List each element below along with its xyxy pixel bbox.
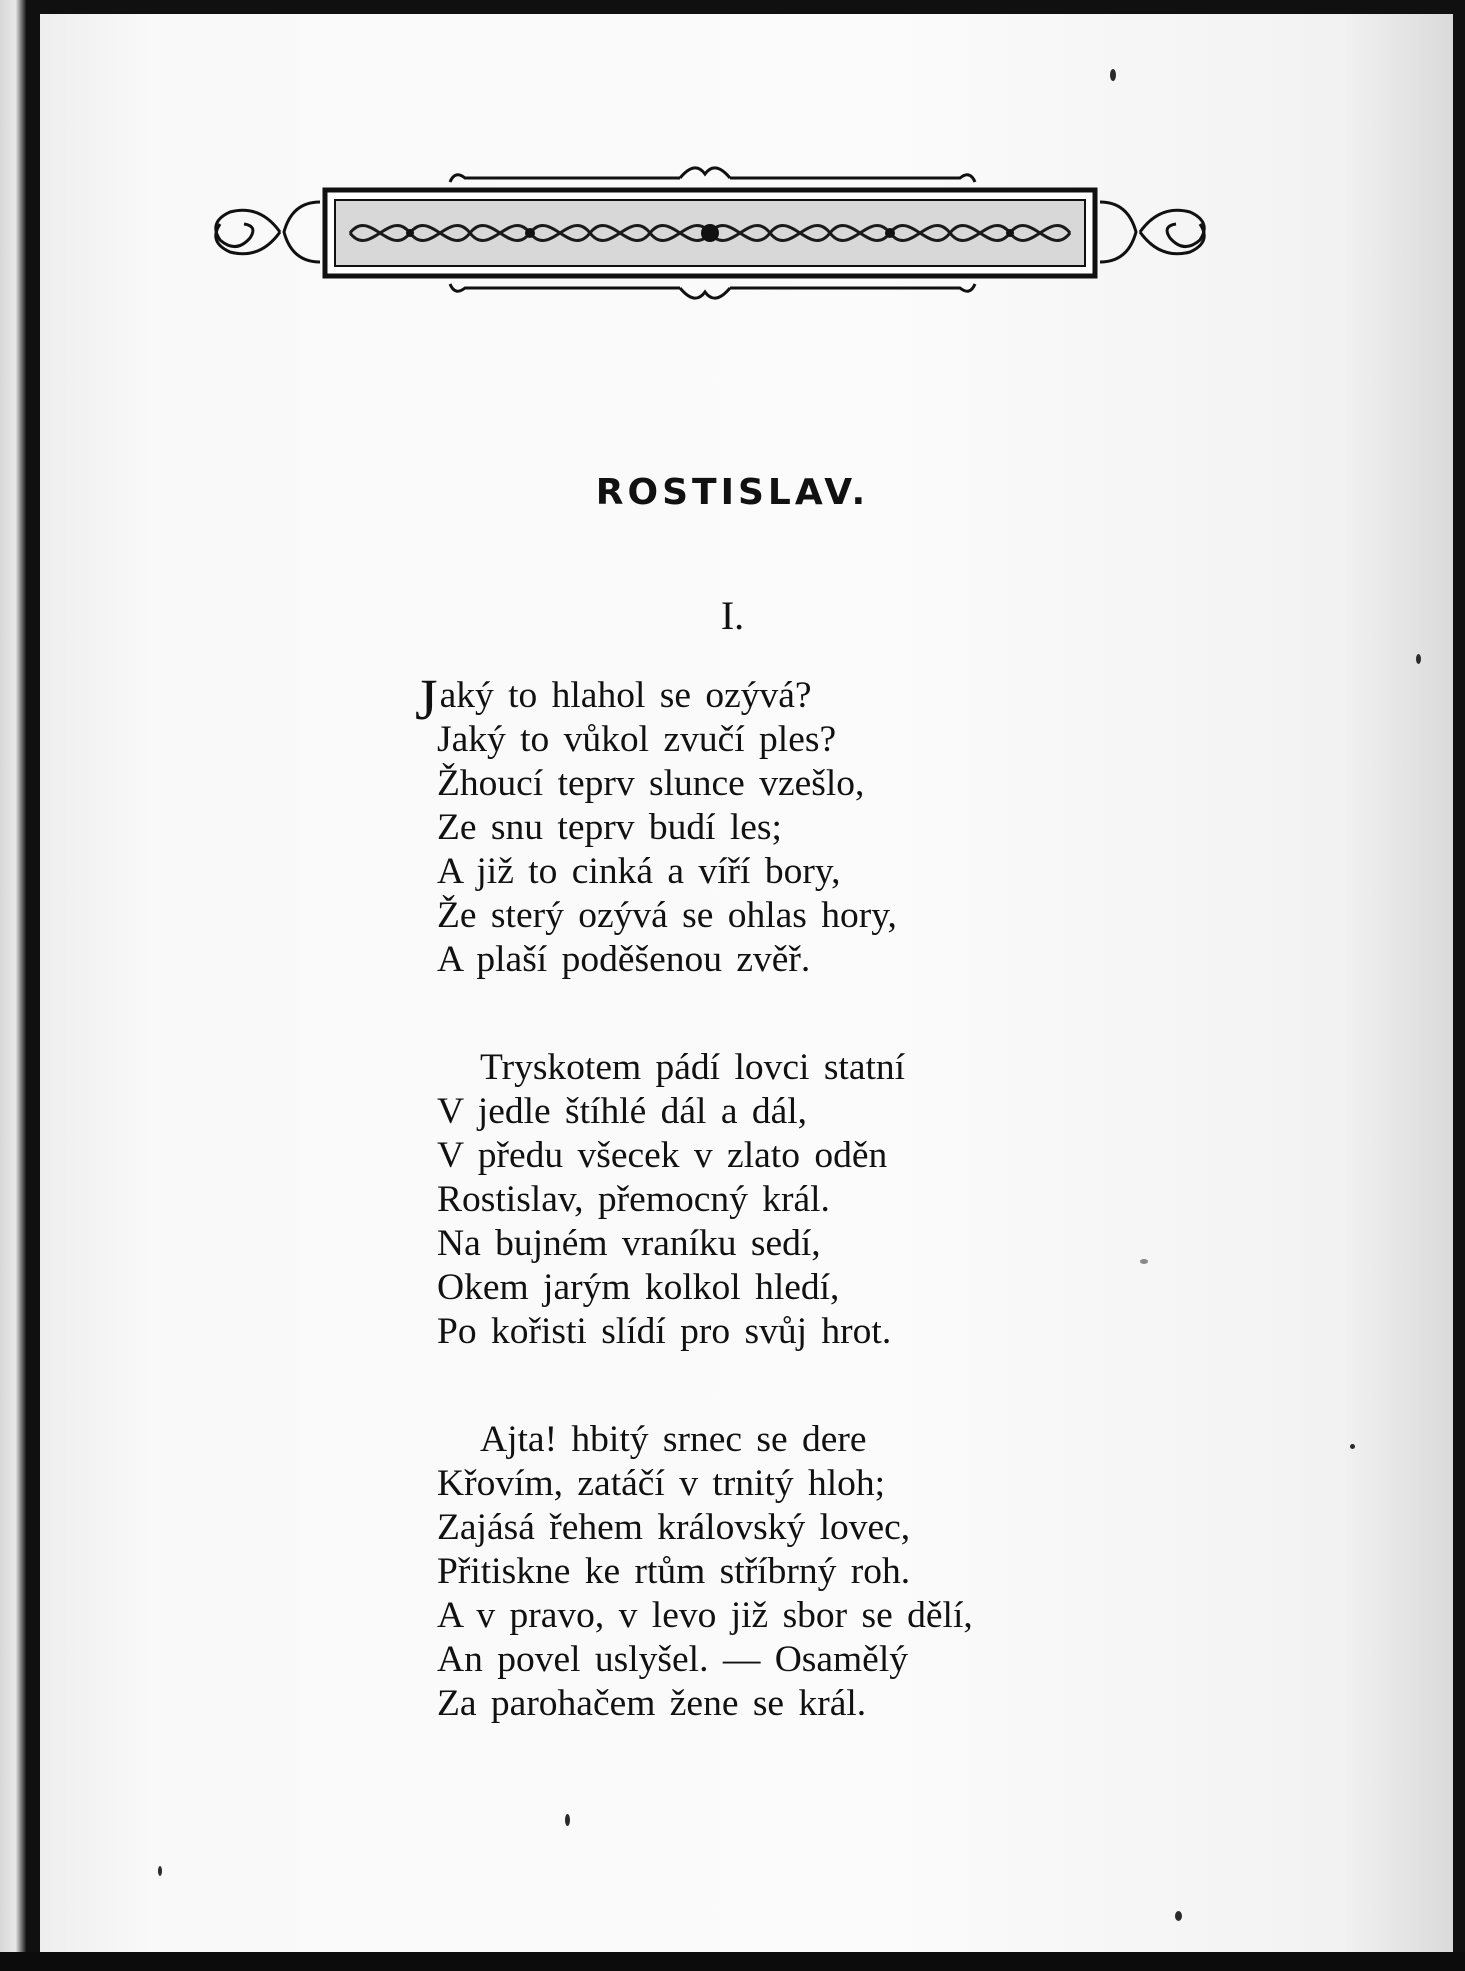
poem-line-text: Přitiskne ke rtům stříbrný roh. [437, 1551, 911, 1592]
poem-line [437, 938, 1137, 982]
poem-line [437, 806, 1137, 850]
poem-line [437, 1550, 1137, 1594]
poem-line [437, 894, 1137, 938]
poem-line-text: A již to cinká a víří bory, [437, 851, 841, 892]
poem-line-text: A v pravo, v levo již sbor se dělí, [437, 1595, 973, 1636]
poem-line-text: A plaší poděšenou zvěř. [437, 939, 811, 980]
poem-line [437, 1266, 1137, 1310]
poem-line-text: Tryskotem pádí lovci statní [480, 1047, 906, 1088]
page-gutter [0, 0, 26, 1971]
poem-line-text: aký to hlahol se ozývá? [439, 675, 812, 716]
poem-line [437, 1594, 1137, 1638]
poem-line [437, 1310, 1137, 1354]
poem-line [437, 1506, 1137, 1550]
poem-line-text: Křovím, zatáčí v trnitý hloh; [437, 1463, 886, 1504]
poem-line-text: V jedle štíhlé dál a dál, [437, 1091, 808, 1132]
poem-line-text: Okem jarým kolkol hledí, [437, 1267, 840, 1308]
poem-line [437, 850, 1137, 894]
section-number: I. [720, 593, 745, 638]
poem-line [437, 1682, 1137, 1726]
poem-line [437, 1090, 1137, 1134]
poem-body [415, 667, 1137, 1790]
poem-line [437, 718, 1137, 762]
scan-border [0, 1952, 1465, 1971]
poem-line-text: V předu všecek v zlato oděn [437, 1135, 888, 1176]
poem-line [437, 1418, 1137, 1462]
print-speck [1140, 1259, 1148, 1264]
stanza [437, 1046, 1137, 1354]
poem-line-text: Ajta! hbitý srnec se dere [480, 1419, 867, 1460]
poem-line [437, 1462, 1137, 1506]
initial-letter: J [415, 667, 438, 732]
poem-line [437, 1222, 1137, 1266]
poem-line [437, 1134, 1137, 1178]
print-speck [1416, 654, 1421, 664]
poem-line [415, 667, 1137, 732]
poem-line-text: Po kořisti slídí pro svůj hrot. [437, 1311, 892, 1352]
print-speck [565, 1814, 570, 1826]
print-speck [1110, 69, 1116, 81]
poem-line [437, 1638, 1137, 1682]
poem-line-text: Rostislav, přemocný král. [437, 1179, 830, 1220]
print-speck [1350, 1444, 1355, 1449]
poem-line [437, 1178, 1137, 1222]
poem-line-text: Na bujném vraníku sedí, [437, 1223, 821, 1264]
poem-title: ROSTISLAV. [595, 472, 870, 513]
poem-line-text: Ze snu teprv budí les; [437, 807, 782, 848]
print-speck [158, 1866, 162, 1876]
print-speck [1175, 1911, 1182, 1921]
poem-line-text: Zajásá řehem královský lovec, [437, 1507, 911, 1548]
poem-line-text: Žhoucí teprv slunce vzešlo, [437, 763, 865, 804]
stanza [437, 1418, 1137, 1726]
ornamental-headpiece-icon [200, 152, 1220, 312]
poem-line-text: Že sterý ozývá se ohlas hory, [437, 895, 897, 936]
poem-line-text: An povel uslyšel. — Osamělý [437, 1639, 908, 1680]
poem-line [437, 1046, 1137, 1090]
poem-line-text: Za parohačem žene se král. [437, 1683, 867, 1724]
poem-line [437, 762, 1137, 806]
stanza [415, 667, 1137, 982]
poem-line-text: Jaký to vůkol zvučí ples? [437, 719, 837, 760]
book-page [40, 14, 1453, 1952]
